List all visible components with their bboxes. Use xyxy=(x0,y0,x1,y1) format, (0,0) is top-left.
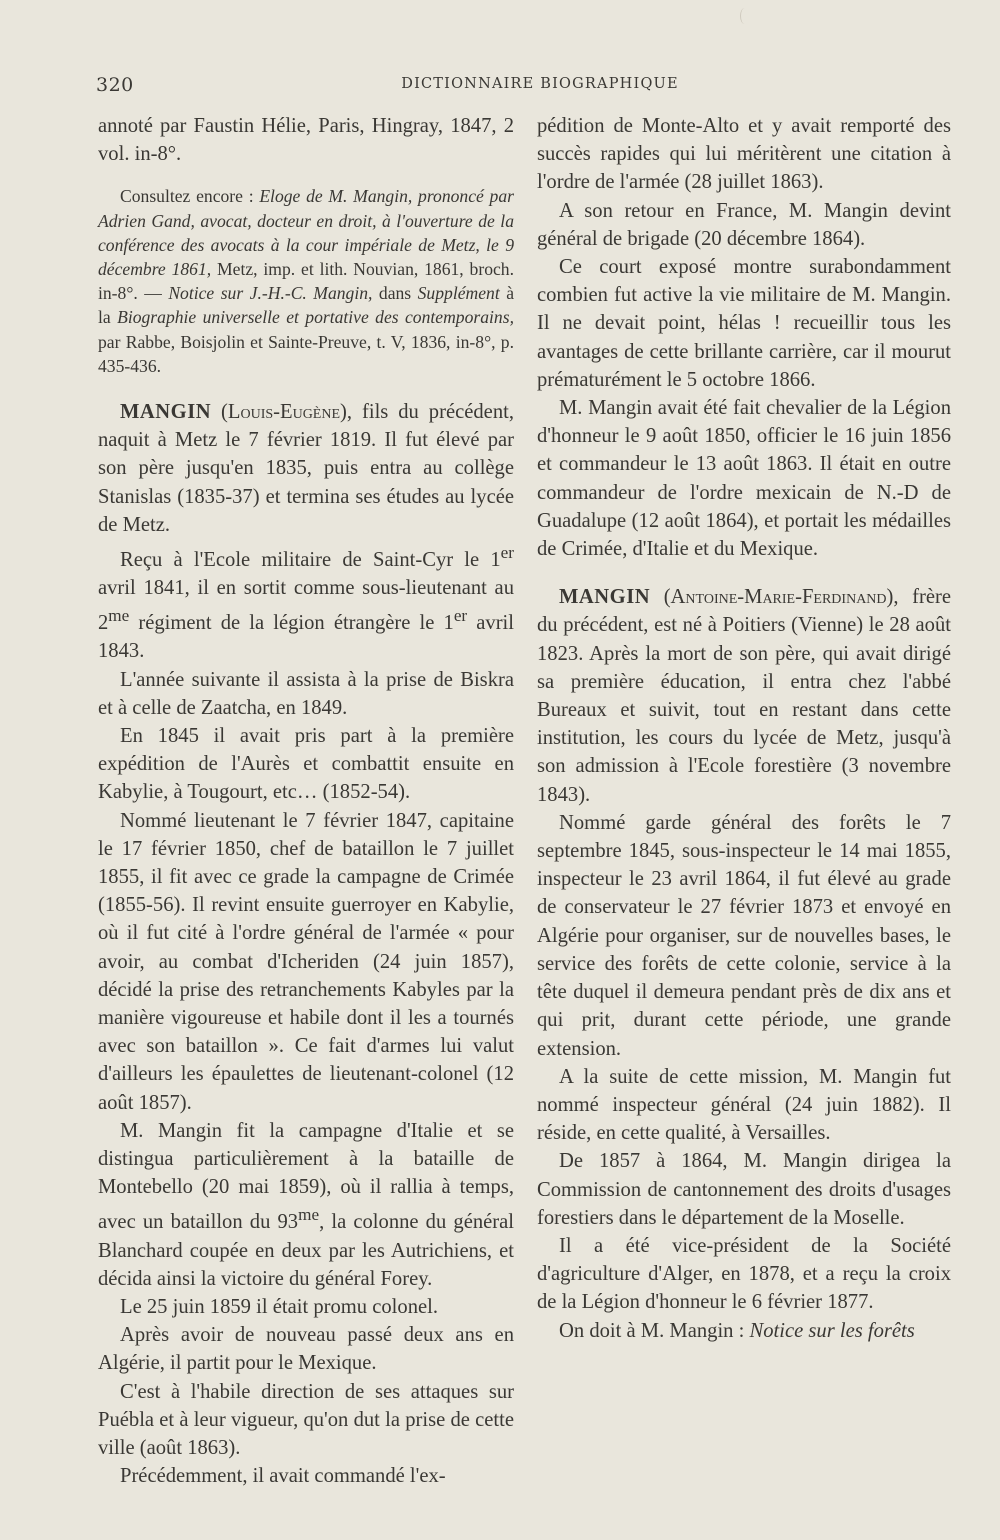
left-column xyxy=(98,112,514,1490)
entry-headword: MANGIN xyxy=(120,401,212,424)
paragraph-commission: De 1857 à 1864, M. Mangin dirigea la Commission de cantonnement des droits d'usages forestiers dans le département de la Moselle. xyxy=(537,1150,951,1229)
text-run: On doit à M. Mangin : xyxy=(559,1319,750,1342)
entry-louis-eugene xyxy=(98,398,514,539)
note-text: Metz, imp. et lith. Nouvian, 1861, broch. in-8°. — xyxy=(98,259,514,304)
continued-paragraph: annoté par Faustin Hélie, Paris, Hingray, 1847, 2 vol. in-8°. xyxy=(98,115,514,166)
text-run: M. Mangin fit la campagne d'Italie et se distingua particulièrement à la bataille de Montebello (20 mai 1859), où il rallia à temps, avec un bataillon du 93 xyxy=(98,1119,514,1234)
paragraph-vice-president: Il a été vice-président de la Société d'agriculture d'Alger, en 1878, et a reçu la croix de la Légion d'honneur le 6 février 1877. xyxy=(537,1234,951,1314)
entry-antoine-marie-ferdinand xyxy=(537,583,951,809)
paragraph-puebla: C'est à l'habile direction de ses attaques sur Puébla et à leur vigueur, qu'on dut la prise de cette ville (août 1863). xyxy=(98,1380,514,1459)
entry-given-names: (Antoine-Marie-Ferdinand) xyxy=(663,586,894,609)
paragraph-inspecteur-general: A la suite de cette mission, M. Mangin fut nommé inspecteur général (24 juin 1882). Il réside, en cette qualité, à Versailles. xyxy=(537,1065,951,1145)
paper-mark xyxy=(740,8,749,24)
paragraph-saint-cyr xyxy=(98,539,514,666)
paragraph-aures: En 1845 il avait pris part à la première expédition de l'Aurès et combattit ensuite en Kabylie, à Tougourt, etc… (1852-54). xyxy=(98,724,514,804)
note-lead: Consultez encore : xyxy=(120,186,260,207)
paragraph-colonel: Le 25 juin 1859 il était promu colonel. xyxy=(120,1295,438,1318)
text-run: avril 1841, il en sortit comme sous-lieutenant au 2 xyxy=(98,577,514,635)
note-text: par Rabbe, Boisjolin et Sainte-Preuve, t. V, 1836, in-8°, p. 435-436. xyxy=(98,331,514,376)
superscript: er xyxy=(453,606,468,626)
paragraph-retour: A son retour en France, M. Mangin devint général de brigade (20 décembre 1864). xyxy=(537,199,951,250)
right-column xyxy=(537,112,951,1345)
paragraph-italie xyxy=(98,1117,514,1293)
bibliography-note xyxy=(98,184,514,378)
superscript: me xyxy=(108,606,130,626)
entry-text: , fils du précédent, naquit à Metz le 7 février 1819. Il fut élevé par son père jusqu'en 1835, puis entra au collège Stanislas (1835-37) et termina ses études au lycée de Metz. xyxy=(98,401,514,536)
paragraph-garde-general: Nommé garde général des forêts le 7 septembre 1845, sous-inspecteur le 14 mai 1855, inspecteur le 23 avril 1864, il fut élevé au grade de conservateur le 27 février 1873 et envoyé en Algérie pour organiser, sur de nouvelles bases, le service des forêts de cette colonie, service à la tête duquel il demeura pendant près de dix ans et qui prit, durant cette période, une grande extension. xyxy=(537,811,951,1060)
note-title-biographie: Biographie universelle et portative des contemporains, xyxy=(117,307,514,328)
paragraph-monte-alto: pédition de Monte-Alto et y avait remporté des succès rapides qui lui méritèrent une citation à l'ordre de l'armée (28 juillet 1863). xyxy=(537,115,951,194)
note-title-supplement: Supplément xyxy=(417,283,500,304)
text-run: régiment de la légion étrangère le 1 xyxy=(129,612,454,635)
running-title: DICTIONNAIRE BIOGRAPHIQUE xyxy=(401,76,679,92)
note-text: à la xyxy=(98,283,514,328)
entry-headword: MANGIN xyxy=(559,586,651,609)
entry-given-names: (Louis-Eugène) xyxy=(221,401,347,424)
paragraph-lieutenant: Nommé lieutenant le 7 février 1847, capitaine le 17 février 1850, chef de bataillon le 7 juillet 1855, il fit avec ce grade la campagne de Crimée (1855-56). Il revint ensuite guerroyer en Kabylie, où il fut cité à l'ordre général de l'armée « pour avoir, au combat d'Icheriden (24 juin 1857), décidé la prise des retranchements Kabyles par la manière vigoureuse et habile dont il les a tournés avec son bataillon ». Ce fait d'armes lui valut d'ailleurs les épaulettes de lieutenant-colonel (12 août 1857). xyxy=(98,809,514,1114)
text-run: avril 1843. xyxy=(98,612,514,663)
note-title-eloge: Eloge de M. Mangin, prononcé par Adrien Gand, avocat, docteur en droit, à l'ouverture de la conférence des avocats à la cour impériale de Metz, le 9 décembre 1861, xyxy=(98,186,514,280)
paragraph-biskra: L'année suivante il assista à la prise de Biskra et à celle de Zaatcha, en 1849. xyxy=(98,668,514,719)
text-run: , la colonne du général Blanchard coupée en deux par les Autrichiens, et décida ainsi la victoire du général Forey. xyxy=(98,1211,515,1290)
work-title: Notice sur les forêts xyxy=(749,1319,915,1342)
paragraph-precedemment: Précédemment, il avait commandé l'ex- xyxy=(120,1465,446,1488)
paragraph-court-expose: Ce court exposé montre surabondamment combien fut active la vie militaire de M. Mangin. Il ne devait point, hélas ! recueillir tous les avantages de cette brillante carrière, car il mourut prématurément le 5 octobre 1866. xyxy=(537,256,951,391)
text-run: Reçu à l'Ecole militaire de Saint-Cyr le 1 xyxy=(120,548,501,571)
entry-text: , frère du précédent, est né à Poitiers (Vienne) le 28 août 1823. Après la mort de son père, qui avait dirigé sa première éducation, il entra chez l'abbé Bureaux et suivit, tout en restant dans cette institution, les cours du lycée de Metz, jusqu'à son admission à l'Ecole forestière (3 novembre 1843). xyxy=(537,586,951,806)
superscript: er xyxy=(500,543,514,563)
paragraph-legion-honneur: M. Mangin avait été fait chevalier de la Légion d'honneur le 9 août 1850, officier le 16 juin 1856 et commandeur le 13 août 1863. Il était en outre commandeur de l'ordre mexicain de N.-D de Guadalupe (12 août 1864), et portait les médailles de Crimée, d'Italie et du Mexique. xyxy=(537,397,951,561)
note-text: dans xyxy=(372,283,418,304)
note-title-notice: Notice sur J.-H.-C. Mangin, xyxy=(168,283,373,304)
superscript: me xyxy=(298,1205,320,1225)
page-number: 320 xyxy=(96,74,134,96)
paragraph-mexique: Après avoir de nouveau passé deux ans en Algérie, il partit pour le Mexique. xyxy=(98,1324,514,1375)
paragraph-on-doit xyxy=(537,1317,951,1345)
